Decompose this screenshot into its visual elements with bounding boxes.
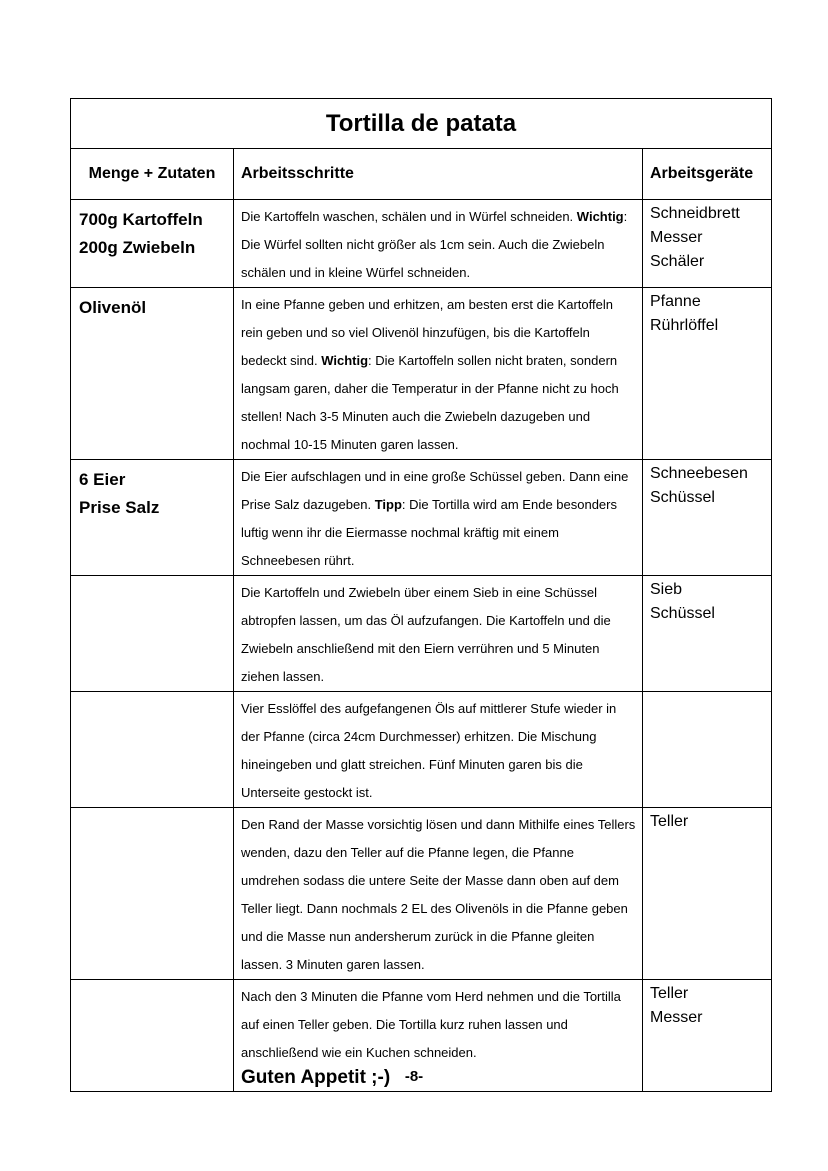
recipe-table	[70, 98, 772, 1092]
step-text: : Die Kartoffeln sollen nicht braten, sondern langsam garen, daher die Temperatur in der Pfanne nicht zu hoch stellen! Nach 3-5 Minuten auch die Zwiebeln dazugeben und nochmal 10-15 Minuten garen lassen.	[241, 353, 619, 452]
tool-item: Messer	[650, 229, 703, 246]
tool-item: Sieb	[650, 581, 683, 598]
ingredient-item: 200g Zwiebeln	[79, 238, 196, 257]
step-cell	[234, 460, 643, 576]
step-cell	[234, 808, 643, 980]
tool-item: Schüssel	[650, 605, 715, 622]
step-cell	[234, 288, 643, 460]
ingredients-cell	[71, 576, 234, 692]
tool-item: Teller	[650, 813, 689, 830]
step-emphasis: Wichtig	[321, 353, 369, 368]
ingredients-cell	[71, 200, 234, 288]
header-steps: Arbeitsschritte	[234, 149, 643, 200]
tool-item: Schäler	[650, 253, 705, 270]
tools-cell	[643, 288, 772, 460]
recipe-row	[71, 808, 772, 980]
tool-item: Messer	[650, 1009, 703, 1026]
step-cell	[234, 692, 643, 808]
ingredients-cell	[71, 808, 234, 980]
step-emphasis: Wichtig	[576, 209, 624, 224]
recipe-rows	[71, 200, 772, 1092]
step-text: : Die Tortilla wird am Ende besonders luftig wenn ihr die Eiermasse nochmal kräftig mit einem Schneebesen rührt.	[241, 497, 617, 568]
step-text: Nach den 3 Minuten die Pfanne vom Herd nehmen und die Tortilla auf einen Teller geben. Die Tortilla kurz ruhen lassen und anschließend wie ein Kuchen schneiden.	[241, 989, 621, 1060]
header-tools: Arbeitsgeräte	[643, 149, 772, 200]
tool-item: Schneebesen	[650, 465, 748, 482]
tools-cell	[643, 200, 772, 288]
recipe-row	[71, 576, 772, 692]
step-text: Die Kartoffeln und Zwiebeln über einem Sieb in eine Schüssel abtropfen lassen, um das Öl aufzufangen. Die Kartoffeln und die Zwiebeln anschließend mit den Eiern verrühren und 5 Minuten ziehen lassen.	[241, 585, 611, 684]
recipe-row	[71, 288, 772, 460]
step-cell	[234, 200, 643, 288]
tool-item: Schneidbrett	[650, 205, 740, 222]
step-cell	[234, 576, 643, 692]
step-text: Die Kartoffeln waschen, schälen und in Würfel schneiden.	[241, 209, 577, 224]
tools-cell	[643, 576, 772, 692]
recipe-title: Tortilla de patata	[71, 99, 772, 149]
tool-item: Pfanne	[650, 293, 701, 310]
step-text: In eine Pfanne geben und erhitzen, am besten erst die Kartoffeln rein geben und so viel Olivenöl hinzufügen, bis die Kartoffeln bedeckt sind.	[241, 297, 613, 368]
step-text: Die Eier aufschlagen und in eine große Schüssel geben. Dann eine Prise Salz dazugeben.	[241, 469, 629, 512]
step-text: Vier Esslöffel des aufgefangenen Öls auf mittlerer Stufe wieder in der Pfanne (circa 24cm Durchmesser) erhitzen. Die Mischung hineingeben und glatt streichen. Fünf Minuten garen bis die Unterseite gestockt ist.	[241, 701, 617, 800]
recipe-row	[71, 692, 772, 808]
tools-cell	[643, 692, 772, 808]
closing-remark: Guten Appetit ;-)	[241, 1067, 391, 1088]
tool-item: Rührlöffel	[650, 317, 719, 334]
tool-item: Teller	[650, 985, 689, 1002]
tools-cell	[643, 808, 772, 980]
ingredient-item: Prise Salz	[79, 498, 160, 517]
ingredient-item: Olivenöl	[79, 298, 147, 317]
recipe-row	[71, 460, 772, 576]
page-number: -8-	[404, 1068, 424, 1085]
ingredients-cell	[71, 692, 234, 808]
header-ingredients: Menge + Zutaten	[71, 149, 234, 200]
ingredient-item: 6 Eier	[79, 470, 126, 489]
step-text: : Die Würfel sollten nicht größer als 1cm sein. Auch die Zwiebeln schälen und in kleine Würfel schneiden.	[241, 209, 628, 280]
ingredients-cell	[71, 460, 234, 576]
ingredient-item: 700g Kartoffeln	[79, 210, 203, 229]
ingredients-cell	[71, 288, 234, 460]
step-text: Den Rand der Masse vorsichtig lösen und dann Mithilfe eines Tellers wenden, dazu den Teller auf die Pfanne legen, die Pfanne umdrehen sodass die untere Seite der Masse dann oben auf dem Teller liegt. Dann nochmals 2 EL des Olivenöls in die Pfanne geben und die Masse nun andersherum zurück in die Pfanne gleiten lassen. 3 Minuten garen lassen.	[241, 817, 636, 972]
table-header-row	[71, 149, 772, 200]
recipe-row	[71, 200, 772, 288]
tool-item: Schüssel	[650, 489, 715, 506]
tools-cell	[643, 460, 772, 576]
step-emphasis: Tipp	[374, 497, 402, 512]
